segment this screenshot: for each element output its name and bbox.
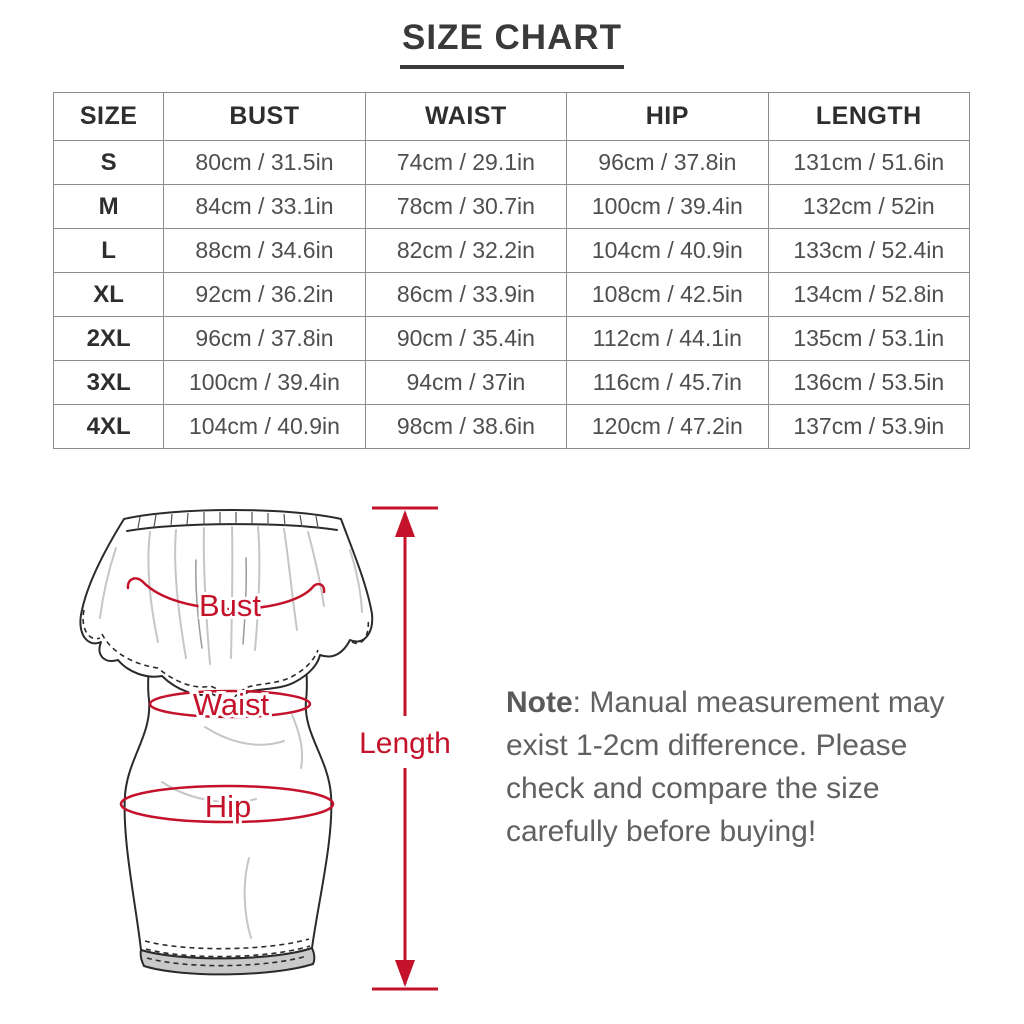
size-table <box>53 92 970 449</box>
cell-waist: 94cm / 37in <box>365 361 566 405</box>
title-bar <box>0 18 1024 69</box>
dress-measurement-diagram <box>55 495 475 1015</box>
column-header-hip: HIP <box>567 93 768 141</box>
cell-waist: 74cm / 29.1in <box>365 141 566 185</box>
bust-label: Bust <box>198 588 262 623</box>
cell-bust: 88cm / 34.6in <box>164 229 365 273</box>
note-label: Note <box>506 686 573 719</box>
table-header-row <box>54 93 970 141</box>
waist-label: Waist <box>192 687 270 722</box>
note-text <box>506 681 966 853</box>
table-row-3xl <box>54 361 970 405</box>
cell-length: 133cm / 52.4in <box>768 229 969 273</box>
table-row-xl <box>54 273 970 317</box>
table-row-m <box>54 185 970 229</box>
cell-bust: 92cm / 36.2in <box>164 273 365 317</box>
length-label: Length <box>359 727 451 760</box>
table-row-s <box>54 141 970 185</box>
cell-waist: 98cm / 38.6in <box>365 405 566 449</box>
cell-length: 134cm / 52.8in <box>768 273 969 317</box>
cell-hip: 112cm / 44.1in <box>567 317 768 361</box>
column-header-size: SIZE <box>54 93 164 141</box>
column-header-bust: BUST <box>164 93 365 141</box>
table-row-4xl <box>54 405 970 449</box>
note-line-2: exist 1-2cm difference. Please <box>506 729 908 762</box>
cell-length: 135cm / 53.1in <box>768 317 969 361</box>
cell-size: S <box>54 141 164 185</box>
note-line-4: carefully before buying! <box>506 815 817 848</box>
cell-size: 3XL <box>54 361 164 405</box>
cell-bust: 100cm / 39.4in <box>164 361 365 405</box>
cell-waist: 78cm / 30.7in <box>365 185 566 229</box>
column-header-length: LENGTH <box>768 93 969 141</box>
cell-hip: 96cm / 37.8in <box>567 141 768 185</box>
table-row-2xl <box>54 317 970 361</box>
cell-size: 2XL <box>54 317 164 361</box>
cell-hip: 104cm / 40.9in <box>567 229 768 273</box>
table-row-l <box>54 229 970 273</box>
cell-bust: 80cm / 31.5in <box>164 141 365 185</box>
cell-size: M <box>54 185 164 229</box>
cell-size: 4XL <box>54 405 164 449</box>
cell-hip: 116cm / 45.7in <box>567 361 768 405</box>
page-title: SIZE CHART <box>400 18 624 69</box>
length-arrow <box>359 508 451 989</box>
cell-length: 132cm / 52in <box>768 185 969 229</box>
cell-bust: 96cm / 37.8in <box>164 317 365 361</box>
cell-hip: 100cm / 39.4in <box>567 185 768 229</box>
cell-waist: 86cm / 33.9in <box>365 273 566 317</box>
note-line-3: check and compare the size <box>506 772 880 805</box>
cell-length: 137cm / 53.9in <box>768 405 969 449</box>
cell-bust: 104cm / 40.9in <box>164 405 365 449</box>
cell-waist: 90cm / 35.4in <box>365 317 566 361</box>
cell-length: 136cm / 53.5in <box>768 361 969 405</box>
cell-length: 131cm / 51.6in <box>768 141 969 185</box>
column-header-waist: WAIST <box>365 93 566 141</box>
cell-hip: 108cm / 42.5in <box>567 273 768 317</box>
cell-bust: 84cm / 33.1in <box>164 185 365 229</box>
note-line-1: Note: Manual measurement may <box>506 686 945 719</box>
hip-label: Hip <box>204 789 252 824</box>
cell-waist: 82cm / 32.2in <box>365 229 566 273</box>
cell-size: XL <box>54 273 164 317</box>
cell-hip: 120cm / 47.2in <box>567 405 768 449</box>
cell-size: L <box>54 229 164 273</box>
